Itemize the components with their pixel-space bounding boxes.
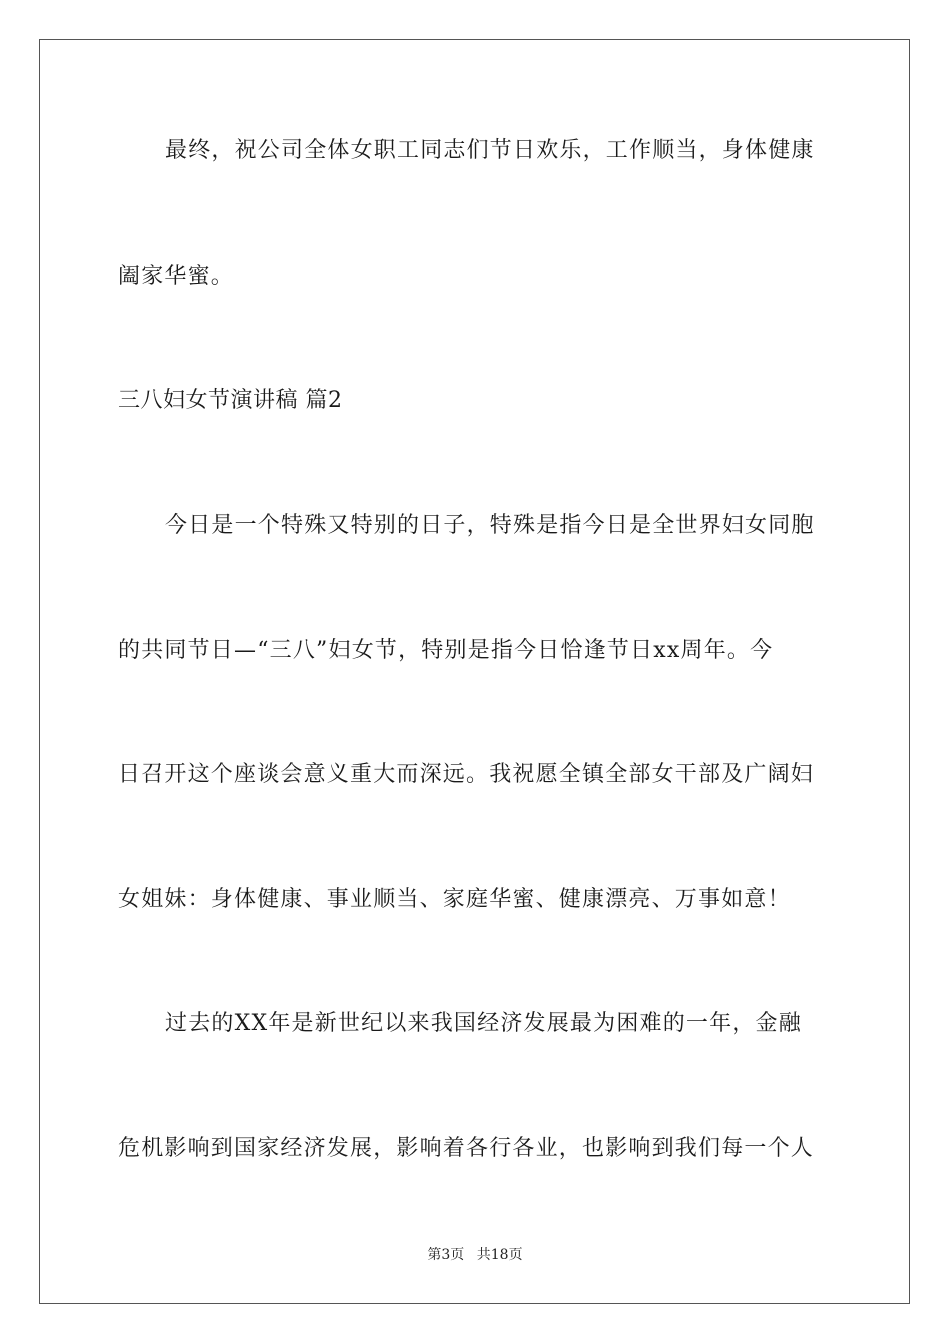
section-heading: 三八妇女节演讲稿 篇2 — [118, 388, 343, 413]
page-number: 第3页 — [427, 1247, 465, 1263]
paragraph-line: 最终，祝公司全体女职工同志们节日欢乐，工作顺当，身体健康 — [165, 138, 815, 163]
paragraph-line: 今日是一个特殊又特别的日子，特殊是指今日是全世界妇女同胞 — [165, 513, 815, 538]
page-footer — [0, 1246, 950, 1264]
paragraph-line: 女姐妹：身体健康、事业顺当、家庭华蜜、健康漂亮、万事如意！ — [118, 887, 791, 912]
paragraph-line: 过去的XX年是新世纪以来我国经济发展最为困难的一年，金融 — [165, 1011, 802, 1036]
page-border — [39, 39, 910, 1304]
paragraph-line: 的共同节日—“三八”妇女节，特别是指今日恰逢节日xx周年。今 — [118, 638, 774, 663]
paragraph-line: 日召开这个座谈会意义重大而深远。我祝愿全镇全部女干部及广阔妇 — [118, 762, 815, 787]
paragraph-line: 阖家华蜜。 — [118, 264, 235, 289]
total-pages: 共18页 — [476, 1247, 523, 1263]
paragraph-line: 危机影响到国家经济发展，影响着各行各业，也影响到我们每一个人 — [118, 1136, 815, 1161]
